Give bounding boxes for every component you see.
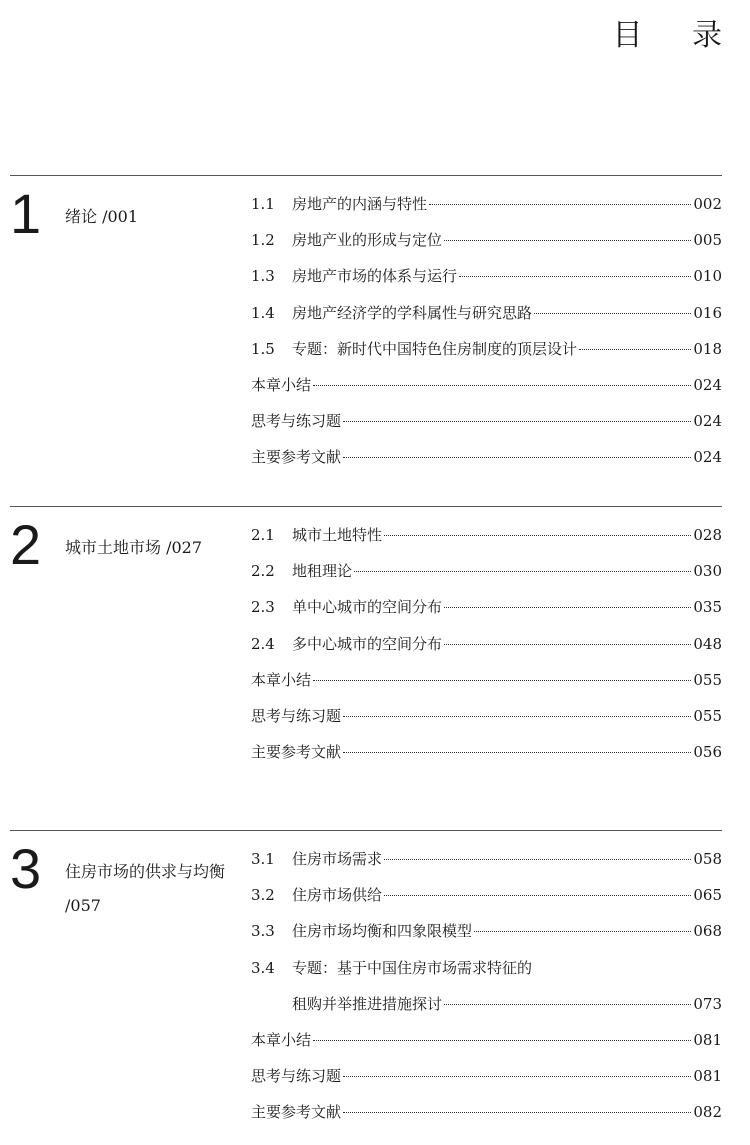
- dot-leader: [579, 349, 691, 350]
- entry-page: 016: [693, 303, 722, 322]
- chapter-2: [10, 506, 722, 762]
- dot-leader: [313, 1040, 691, 1041]
- entry-title: 房地产的内涵与特性: [292, 195, 428, 213]
- toc-entry[interactable]: [251, 295, 722, 331]
- page-title: 目 录: [612, 18, 742, 53]
- chapter-3: [10, 830, 722, 1122]
- entry-number: 1.1: [251, 195, 275, 213]
- entry-number: 2.4: [251, 634, 275, 653]
- entry-title: 专题：新时代中国特色住房制度的顶层设计: [292, 339, 578, 358]
- entry-number: 3.4: [251, 958, 275, 977]
- dot-leader: [534, 313, 691, 314]
- chapter-1: [10, 175, 722, 467]
- dot-leader: [384, 535, 691, 536]
- toc-entry[interactable]: [251, 222, 722, 258]
- entry-page: 055: [693, 670, 722, 689]
- entry-number: 1.3: [251, 267, 275, 286]
- toc-entry[interactable]: [251, 698, 722, 734]
- entry-number: 2.3: [251, 598, 275, 617]
- entry-page: 056: [693, 743, 722, 762]
- entry-title: 住房市场供给: [292, 886, 383, 905]
- chapter-title[interactable]: 城市土地市场 /027: [65, 538, 203, 557]
- entry-page: 065: [693, 886, 722, 905]
- entry-page: 035: [693, 598, 722, 617]
- toc-entry[interactable]: [251, 841, 722, 877]
- toc-entry[interactable]: [251, 877, 722, 913]
- entry-page: 005: [693, 231, 722, 250]
- toc-entries: [251, 517, 722, 770]
- dot-leader: [384, 895, 691, 896]
- dot-leader: [444, 240, 691, 241]
- toc-entry-continuation[interactable]: [251, 986, 722, 1022]
- entry-page: 048: [693, 634, 722, 653]
- chapter-number: 3: [10, 837, 42, 900]
- dot-leader: [384, 859, 691, 860]
- entry-title: 本章小结: [251, 670, 312, 689]
- entry-number: 2.1: [251, 526, 275, 544]
- entry-page: 055: [693, 706, 722, 725]
- entry-title: 城市土地特性: [292, 526, 383, 544]
- toc-entry[interactable]: [251, 553, 722, 589]
- toc-entries: [251, 841, 722, 1131]
- toc-entry[interactable]: [251, 913, 722, 949]
- entry-number: 3.3: [251, 922, 275, 941]
- toc-entry[interactable]: [251, 403, 722, 439]
- entry-title: 专题：基于中国住房市场需求特征的: [292, 958, 533, 977]
- entry-title: 地租理论: [292, 562, 353, 581]
- dot-leader: [313, 385, 691, 386]
- toc-entry[interactable]: [251, 734, 722, 770]
- dot-leader: [444, 1004, 691, 1005]
- entry-title: 主要参考文献: [251, 448, 342, 467]
- entry-page: 082: [693, 1103, 722, 1122]
- dot-leader: [354, 571, 691, 572]
- toc-entry[interactable]: [251, 331, 722, 367]
- toc-entry[interactable]: [251, 517, 722, 553]
- entry-page: 073: [693, 994, 722, 1013]
- toc-entry[interactable]: [251, 186, 722, 222]
- toc-entry[interactable]: [251, 589, 722, 625]
- entry-number: 2.2: [251, 562, 275, 581]
- entry-number: 1.4: [251, 303, 275, 322]
- entry-title: 主要参考文献: [251, 743, 342, 762]
- toc-entry[interactable]: [251, 439, 722, 475]
- toc-entry[interactable]: [251, 626, 722, 662]
- entry-title: 房地产市场的体系与运行: [292, 267, 458, 286]
- dot-leader: [343, 1112, 691, 1113]
- entry-page: 010: [693, 267, 722, 286]
- toc-entry[interactable]: [251, 367, 722, 403]
- dot-leader: [459, 276, 691, 277]
- entry-page: 028: [693, 526, 722, 544]
- entry-title: 本章小结: [251, 1030, 312, 1049]
- entry-page: 018: [693, 339, 722, 358]
- entry-page: 081: [693, 1030, 722, 1049]
- dot-leader: [343, 457, 691, 458]
- chapter-title[interactable]: 绪论 /001: [65, 207, 139, 226]
- entry-title: 多中心城市的空间分布: [292, 634, 443, 653]
- entry-title: 房地产业的形成与定位: [292, 231, 443, 250]
- entry-title: 住房市场需求: [292, 850, 383, 868]
- toc-entry[interactable]: [251, 1058, 722, 1094]
- entry-title: 思考与练习题: [251, 706, 342, 725]
- entry-page: 002: [693, 195, 722, 213]
- toc-entry[interactable]: [251, 1094, 722, 1130]
- dot-leader: [474, 931, 691, 932]
- entry-title: 住房市场均衡和四象限模型: [292, 922, 473, 941]
- entry-title: 租购并举推进措施探讨: [292, 994, 443, 1013]
- chapter-number: 1: [10, 182, 42, 245]
- entry-number: 1.2: [251, 231, 275, 250]
- entry-page: 058: [693, 850, 722, 868]
- dot-leader: [343, 421, 691, 422]
- entry-title: 单中心城市的空间分布: [292, 598, 443, 617]
- dot-leader: [343, 752, 691, 753]
- dot-leader: [343, 1076, 691, 1077]
- toc-entry[interactable]: [251, 258, 722, 294]
- dot-leader: [343, 716, 691, 717]
- toc-entry[interactable]: [251, 662, 722, 698]
- entry-title: 主要参考文献: [251, 1103, 342, 1122]
- toc-entry[interactable]: [251, 950, 722, 986]
- entry-title: 思考与练习题: [251, 412, 342, 431]
- entry-page: 030: [693, 562, 722, 581]
- entry-number: 3.1: [251, 850, 275, 868]
- entry-page: 024: [693, 448, 722, 467]
- entry-title: 思考与练习题: [251, 1067, 342, 1086]
- entry-page: 024: [693, 412, 722, 431]
- dot-leader: [444, 644, 691, 645]
- entry-number: 3.2: [251, 886, 275, 905]
- entry-title: 房地产经济学的学科属性与研究思路: [292, 303, 533, 322]
- dot-leader: [313, 680, 691, 681]
- entry-title: 本章小结: [251, 375, 312, 394]
- chapter-title[interactable]: 住房市场的供求与均衡 /057: [65, 862, 226, 915]
- entry-page: 024: [693, 375, 722, 394]
- entry-number: 1.5: [251, 339, 275, 358]
- entry-page: 081: [693, 1067, 722, 1086]
- toc-entry[interactable]: [251, 1022, 722, 1058]
- chapter-number: 2: [10, 513, 42, 576]
- dot-leader: [429, 204, 691, 205]
- dot-leader: [444, 607, 691, 608]
- entry-page: 068: [693, 922, 722, 941]
- toc-entries: [251, 186, 722, 476]
